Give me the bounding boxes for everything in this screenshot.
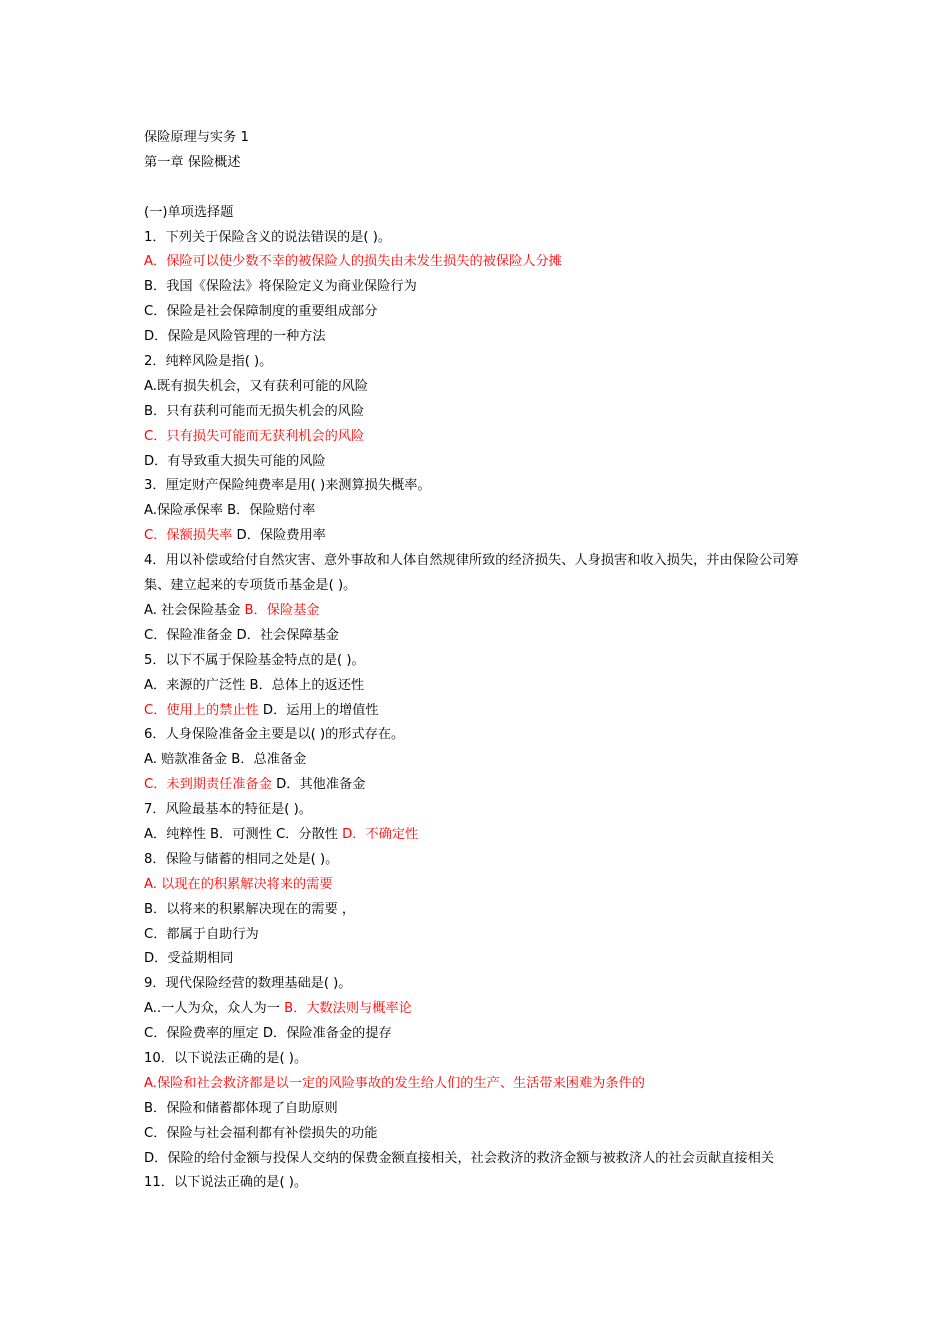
answer-text: C．只有损失可能而无获利机会的风险 [144,428,365,444]
text-line [144,898,824,923]
answer-text: A．保险可以使少数不幸的被保险人的损失由未发生损失的被保险人分摊 [144,254,562,270]
line-text: C．保险与社会福利都有补偿损失的功能 [144,1125,378,1141]
text-line [144,798,824,823]
text-line [144,599,824,624]
text-line [144,1047,824,1072]
text-line [144,350,824,375]
text-line [144,1171,824,1196]
document-page [144,126,824,1196]
line-text: D．保险是风险管理的一种方法 [144,329,326,345]
text-line [144,699,824,724]
text-line [144,450,824,475]
text-line [144,674,824,699]
line-text: 7．风险最基本的特征是( )。 [144,802,312,818]
line-text: 5．以下不属于保险基金特点的是( )。 [144,652,365,668]
answer-text: A. 以现在的积累解决将来的需要 [144,876,333,892]
answer-text: B．保险基金 [244,602,320,618]
text-line [144,823,824,848]
text-line [144,1072,824,1097]
text-line [144,848,824,873]
line-text: D．保险的给付金额与投保人交纳的保费金额直接相关，社会救济的救济金额与被救济人的社会贡献直接相关 [144,1150,774,1166]
text-line [144,400,824,425]
text-line [144,549,824,599]
line-text: 6．人身保险准备金主要是以( )的形式存在。 [144,727,405,743]
answer-text: D．不确定性 [342,826,419,842]
line-text: A．纯粹性 B．可测性 C．分散性 [144,826,343,842]
answer-text: C．使用上的禁止性 [144,702,259,718]
line-text: A.既有损失机会，又有获利可能的风险 [144,378,368,394]
line-text: 10．以下说法正确的是( )。 [144,1050,308,1066]
line-text: A.保险承保率 B．保险赔付率 [144,503,316,519]
line-text: D．有导致重大损失可能的风险 [144,453,326,469]
answer-text: A.保险和社会救济都是以一定的风险事故的发生给人们的生产、生活带来困难为条件的 [144,1075,645,1091]
line-text: B．保险和储蓄都体现了自助原则 [144,1100,338,1116]
text-line [144,375,824,400]
text-line [144,425,824,450]
question-list [144,226,824,1197]
line-text: A. 赔款准备金 B．总准备金 [144,752,307,768]
chapter-title: 第一章 保险概述 [144,154,241,170]
document-title: 保险原理与实务 1 [144,130,249,145]
text-line [144,1122,824,1147]
text-line [144,947,824,972]
text-line [144,972,824,997]
text-line [144,524,824,549]
line-text: 8．保险与储蓄的相同之处是( )。 [144,851,339,867]
text-line [144,1022,824,1047]
blank-line [144,176,824,201]
text-line [144,997,824,1022]
line-text: D．保险费用率 [232,528,326,544]
line-text: B．以将来的积累解决现在的需要 ， [144,901,356,917]
text-line [144,499,824,524]
text-line [144,474,824,499]
line-text: 4．用以补偿或给付自然灾害、意外事故和人体自然规律所致的经济损失、人身损害和收入损失，并由保险公司筹集、建立起来的专项货币基金是( )。 [144,553,799,594]
text-line [144,773,824,798]
text-line [144,723,824,748]
answer-text: B．大数法则与概率论 [284,1001,412,1017]
text-line [144,1097,824,1122]
text-line [144,624,824,649]
text-line [144,748,824,773]
line-text: D．其他准备金 [271,777,366,793]
text-line [144,226,824,251]
line-text: A..一人为众，众人为一 [144,1001,285,1017]
line-text: C．都属于自助行为 [144,926,259,942]
line-text: A．来源的广泛性 B．总体上的返还性 [144,677,365,693]
line-text: C．保险费率的厘定 D．保险准备金的提存 [144,1026,392,1042]
line-text: C．保险准备金 D．社会保障基金 [144,627,339,643]
text-line [144,300,824,325]
line-text: D．运用上的增值性 [258,702,379,718]
line-text: 9．现代保险经营的数理基础是( )。 [144,976,352,992]
line-text: D．受益期相同 [144,951,234,967]
section-title: (一)单项选择题 [144,204,234,220]
answer-text: C．未到期责任准备金 [144,777,272,793]
text-line [144,325,824,350]
text-line [144,1147,824,1172]
text-line [144,873,824,898]
line-text: B．只有获利可能而无损失机会的风险 [144,403,365,419]
line-text: 2．纯粹风险是指( )。 [144,354,273,370]
answer-text: C．保额损失率 [144,528,233,544]
line-text: 11．以下说法正确的是( )。 [144,1175,308,1191]
text-line [144,923,824,948]
text-line [144,649,824,674]
text-line [144,250,824,275]
line-text: 1．下列关于保险含义的说法错误的是( )。 [144,229,392,245]
line-text: B．我国《保险法》将保险定义为商业保险行为 [144,279,417,295]
text-line [144,275,824,300]
line-text: 3．厘定财产保险纯费率是用( )来测算损失概率。 [144,478,431,494]
line-text: C．保险是社会保障制度的重要组成部分 [144,304,378,320]
line-text: A. 社会保险基金 [144,602,245,618]
